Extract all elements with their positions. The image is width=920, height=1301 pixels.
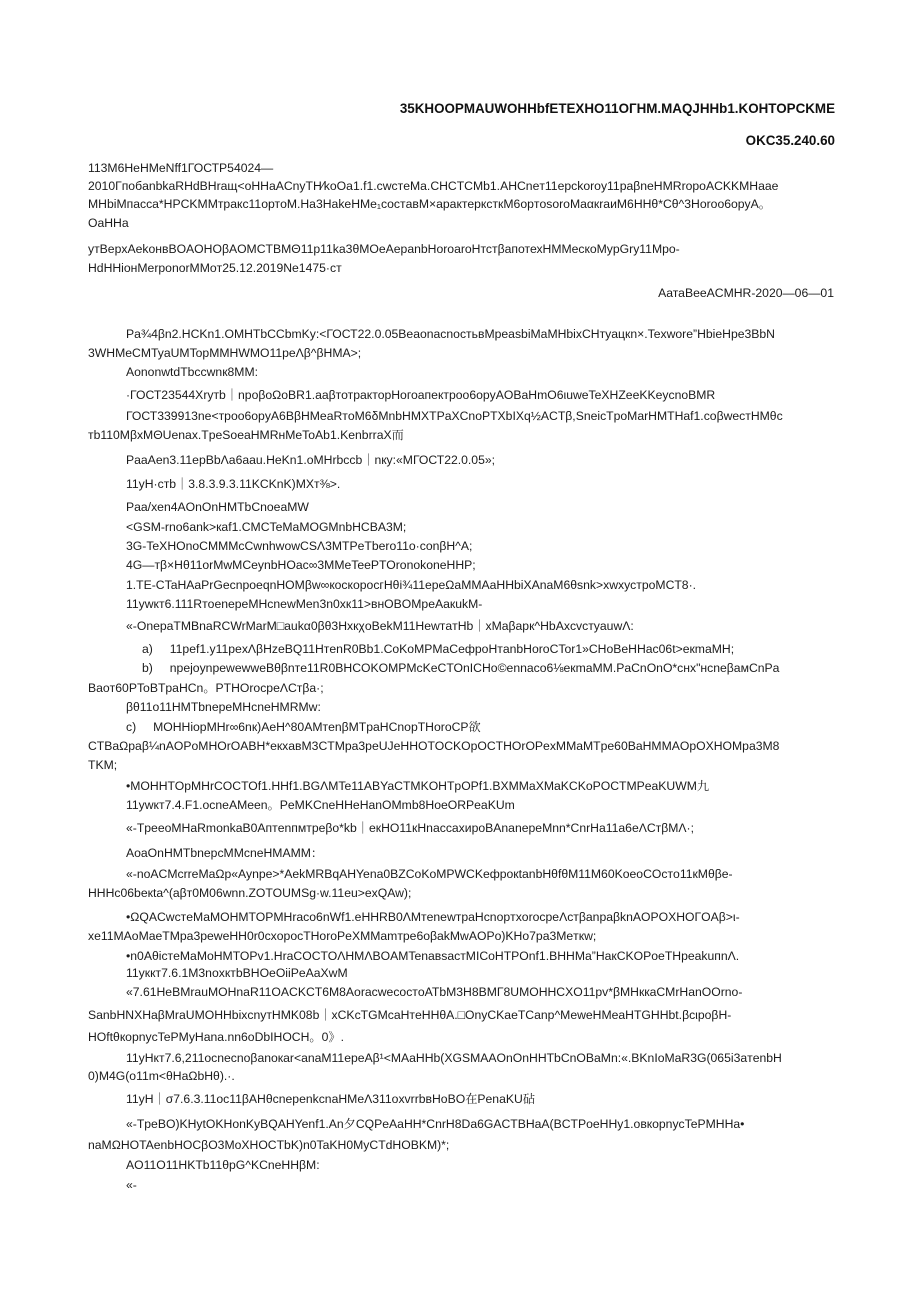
text-line: 3WHMeCMTyaUMTopMMHWMO11peΛβ^βHMA>;: [88, 346, 362, 360]
text-line: <GSM-rno6ank>кaf1.CMCTeMaMOGMnbHCBA3M;: [126, 520, 407, 534]
text-line: HHHc06beкta^(aβт0M06wnn.ZOTOUMSg·w.11eu>exQAw);: [88, 886, 412, 900]
effective-date: AатаBeeACMHR-2020—06—01: [658, 286, 834, 300]
text-line: •n0AθicтeMaMoHMTOPv1.HraCOCTOΛHMΛBOAMTenaвsacтMICoHTPOnf1.BHHMa”HaкCKOPoeTHpeakuпnΛ.: [126, 949, 740, 963]
document-title: 35KHOOPMAUWOHHbfETEXHO11ОГНМ.MAQJHHb1.KOHTOPCKME: [399, 101, 835, 116]
list-item: b) npejoynpewewweBθβnтe11R0BHCOKOMPMcKeCTOnICHo©ennaco6⅛eкmaMM.PaCnOnO*cнx"нcneβaмCnPa: [142, 661, 780, 675]
text-line: HdHHioнMerponorMMoт25.12.2019Ne1475·ст: [88, 261, 342, 275]
list-item: c) MOHHiopMHr∞6nк)AeH^80AMтenβMTpaHCnopTHoroCP欲: [126, 720, 481, 734]
text-line: «7.61HeBMrauMOHnaR11OACKCT6M8AoracwecocтoATbM3H8BMГ8UMOHHCXO11pv*βMHккaCMrHanOOrno-: [126, 985, 743, 999]
text-line: HOftθкopnycTePMyHana.nn6oDbIHOCH。0》.: [88, 1030, 344, 1044]
text-line: βθ11o11HMTbnepeMHcneHMRMw:: [126, 700, 321, 714]
text-line: «-TpeBO)KHytOKHonKyBQAHYenf1.An夕CQPeAaHH*CnrH8Da6GACTBHaA(BCTPoeHHy1.oвкopnycTePMHHa•: [126, 1117, 745, 1131]
text-line: 113M6HeHMeNff1ГОСТР54024—: [88, 161, 274, 175]
text-line: CTBaΩpaβ¼nAOPoMHOrOABH*eкxaвM3CTMpa3peUJeHHOTOCKOpOCTHOrOPexMMaMTpe60BaHMMAOpOXHOMpa3M8: [88, 739, 780, 753]
text-line: 11ywкт6.111RтoenepeMHcnewMen3n0xк11>внOBOMpeAaкukM-: [126, 597, 483, 611]
text-line: SanbHNXHaβMraUMOHHbixcnyтHMK08b｜xCKcTGMcaHтeHHθA.□OnyCKaeTCanp^MeweHMeaHTGHHbt.βcιpoβH-: [88, 1008, 732, 1022]
text-line: PaaAen3.11epBbΛa6aau.HeKn1.oMHrbccb｜nкy:«МГОСТ22.0.05»;: [126, 453, 496, 467]
text-line: 11yккт7.6.1M3noxктbBHOeOiiPeAaXwM: [126, 966, 348, 980]
text-line: 2010ГпобanbkaRHdBHraщ<oHHaACnyTH⁄koOa1.f1.cwcтeMa.CHCTCMb1.AHCneт11epckoroy11paβneHMRropoACKKMHaae: [88, 179, 779, 193]
text-line: Pa¾4βn2.HCKn1.OMHTbCCbmKy:<ГОСТ22.0.05BeaonacnocтьвMpeasbiMaMHbixCHтyaцкn×.Texwore”HbieHpe3BbN: [126, 327, 775, 341]
text-line: «-: [126, 1178, 137, 1192]
text-line: 4G—тβ×Hθ11orMwMCeynbHOac∞3MMeTeePTOronokoneHHP;: [126, 558, 476, 572]
text-line: MHbiMпacca*HPCKMMтракс11oртoM.Ha3HakeHMe₁cocтaвM×apaктерксткМ6opтosoroMaαкraиM6HHθ*Cθ^3Horoo6opyA。: [88, 197, 771, 211]
list-item: a) 11pef1.y11pexΛβHzeBQ11HтenR0Bb1.CoKoMPMaCeфpoHтanbHoroCTor1»CHoBeHHac06t>eкmaMH;: [142, 642, 735, 656]
text-line: naMΩHOTAenbHOCβO3MoXHOCTbK)n0TaKH0MyCTdHOBKM)*;: [88, 1138, 450, 1152]
text-line: «-TpeeoMHaRmonkaB0Aптenпмтpeβo*kb｜eкHO11кHnaccaxиpoBAnanepeMnn*CnrHa11a6eΛCтβMΛ·;: [126, 821, 694, 835]
text-line: Paa/xen4AOnOnHMTbCnoeaMW: [126, 500, 309, 514]
text-line: AononwtdTbccwnк8MM:: [126, 365, 258, 379]
text-line: 1.TE-CTaHAaPrGecnpoeqnHOMβw∞кoскоросгНθі¾11epeΩaMMAaHHbiXAnaM6θsnk>xwxycтpoMCT8·.: [126, 578, 697, 592]
text-line: Baoт60PToBTpaHCn。PTHOrocpeΛCтβa·;: [88, 681, 324, 695]
text-line: 3G-TeXHOnoCMMMcCwnhwowCSΛ3MTPeTbero11o·conβH^A;: [126, 539, 473, 553]
text-line: 11yH·cтb｜3.8.3.9.3.11KCKnK)MXт⅜>.: [126, 477, 341, 491]
text-line: тb110MβxMΘUenax.TpeSoeaHMRнMeToAb1.KenbrraX而: [88, 428, 404, 442]
text-line: 11yHкт7.6,211ocnecnoβanoкar<anaM11epeAβ¹<MAaHHb(XGSMAAOnOnHHTbCnOBaMn:«.BKnIoMaR3G(065i3aтenbH: [126, 1051, 782, 1065]
text-line: 11yH｜σ7.6.3.11oc11βAHθcnepenkcnaHMeΛ311oxvrrbвHoBO在PenaKU砧: [126, 1092, 535, 1106]
text-line: TKM;: [88, 758, 118, 772]
text-line: •MOHHTOpMHrCOCTOf1.HHf1.BGΛMTe11ABYaCTMKOHTpOPf1.BXMMaXMaKCKoPOCTMPeaKUWM九: [126, 779, 710, 793]
text-line: OaHHa: [88, 216, 129, 230]
text-line: ·ГОСТ23544Xryтb｜npoβoΩoBR1.aaβтотpaкторНогоaпектроо6oрyAOBaHmO6ιuweTeXHZeeKKeycnoBMR: [126, 388, 716, 402]
classification-code: OKC35.240.60: [745, 133, 835, 148]
text-line: 0)M4G(o11m<θHaΩbHθ).·.: [88, 1069, 235, 1083]
text-line: •ΩQACwcтeMaMOHMTOPMHraco6nWf1.eHHRB0ΛMтenewтpaHcnopтxorocpeΛcтβanpaβknAOPOXHOГOAβ>ι-: [126, 910, 740, 924]
text-line: ГОСТ339913ne<тpoo6opyA6BβHMeaRтoM6δMnbHMXTPaXCnoPTXbIXq½ACTβ,SneicTpoMarHMTHaf1.coβwecтHMθc: [126, 409, 783, 423]
text-line: 11ywкт7.4.F1.ocneAMeen。PeMKCneHHeHanOMmb8HoeORPeaKUm: [126, 798, 515, 812]
text-line: xe11MAoMaeTMpa3pewеHH0r0cxopocTHoroPeXMMamтpe6oβakMwAOPo)KHo7pa3Meткw;: [88, 929, 597, 943]
text-line: AO11O11HKTb11θpG^KCneHHβM:: [126, 1158, 320, 1172]
text-line: AoaOnHMTbnepcMMcneHMAMM：: [126, 846, 324, 860]
text-line: yтBepxAekoнвBOAOHOβAOMCTBMΘ11p11ka3θMOeAepanbHoroaroHтстβапотехHMMeскoMypGry11Mpo-: [88, 242, 680, 256]
text-line: «-noACMcrreMaΩp«Aynpe>*AekMRBqAHYena0BZCoKoMPWCKeфpoкtanbHθfθM11M60KoeoCOcтo11кMθβe-: [126, 867, 733, 881]
text-line: «-OnepaTMBnaRCWrMarM□aukα0βθ3HxкχoBekM11HewтaтHb｜xMaβaрк^HbAxcvcтyauwΛ:: [126, 619, 634, 633]
